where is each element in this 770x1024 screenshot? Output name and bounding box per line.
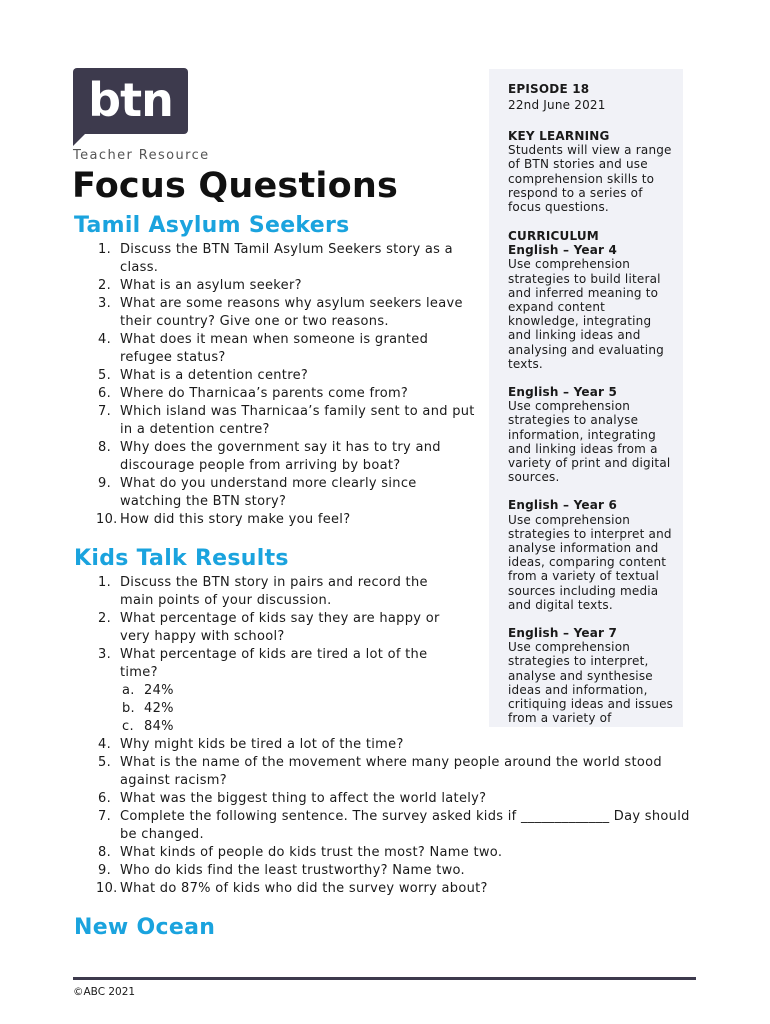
curriculum-text: Use comprehension strategies to interpret, analyse and synthesise ideas and information, critiquing ideas and issues from a variety of [508, 640, 674, 726]
section-title-tamil-asylum-seekers: Tamil Asylum Seekers [74, 213, 350, 238]
curriculum-text: Use comprehension strategies to interpret and analyse information and ideas, comparing content from a variety of textual sources including media and digital texts. [508, 512, 672, 612]
episode-sidebar [489, 69, 683, 727]
list-item: 4. Why might kids be tired a lot of the time? [98, 737, 404, 752]
footer-divider [73, 977, 696, 980]
list-item: 8. What kinds of people do kids trust the most? Name two. [98, 845, 503, 860]
option-item: b. 42% [122, 701, 174, 716]
key-learning-text: Students will view a range of BTN stories and use comprehension skills to respond to a series of focus questions. [508, 143, 672, 215]
list-item: 6. What was the biggest thing to affect the world lately? [98, 791, 487, 806]
kids-talk-questions-list-top [74, 574, 454, 736]
key-learning [508, 129, 678, 214]
list-item: 4. What does it mean when someone is granted refugee status? [98, 332, 429, 365]
episode-label: EPISODE 18 [508, 82, 590, 96]
list-item: 5. What is a detention centre? [98, 368, 309, 383]
list-item: 7. Complete the following sentence. The survey asked kids if _____________ Day should be changed. [98, 809, 690, 842]
list-item: 5. What is the name of the movement where many people around the world stood against racism? [98, 755, 662, 788]
footer-copyright: ©ABC 2021 [73, 986, 136, 998]
list-item: 8. Why does the government say it has to try and discourage people from arriving by boat? [98, 440, 441, 473]
list-item: 3. What percentage of kids are tired a lot of the time? a. 24% b. 42% c. 84% [74, 646, 454, 736]
logo-text: btn [88, 73, 173, 127]
key-learning-label: KEY LEARNING [508, 129, 610, 143]
curriculum [508, 229, 678, 726]
page-subtitle: Teacher Resource [73, 148, 210, 163]
list-item: 9. What do you understand more clearly since watching the BTN story? [98, 476, 417, 509]
option-item: c. 84% [122, 719, 174, 734]
curriculum-heading: English – Year 4 [508, 243, 618, 258]
btn-logo [73, 68, 188, 134]
curriculum-label: CURRICULUM [508, 229, 599, 243]
section-title-kids-talk-results: Kids Talk Results [74, 546, 289, 571]
list-item: 10. How did this story make you feel? [96, 512, 351, 527]
curriculum-heading: English – Year 7 [508, 626, 618, 641]
section-title-new-ocean: New Ocean [74, 915, 216, 940]
curriculum-text: Use comprehension strategies to analyse information, integrating and linking ideas from a variety of print and digital sources. [508, 399, 671, 485]
list-item: 1. Discuss the BTN story in pairs and record the main points of your discussion. [98, 575, 428, 608]
list-item: 9. Who do kids find the least trustworthy? Name two. [98, 863, 465, 878]
logo-speech-tail [73, 128, 91, 146]
list-item: 2. What is an asylum seeker? [98, 278, 302, 293]
kids-talk-questions-list-bottom [74, 736, 696, 898]
list-item: 10. What do 87% of kids who did the survey worry about? [96, 881, 488, 896]
episode-date: 22nd June 2021 [508, 98, 606, 113]
option-item: a. 24% [122, 683, 174, 698]
list-item: 1. Discuss the BTN Tamil Asylum Seekers story as a class. [98, 242, 453, 275]
curriculum-text: Use comprehension strategies to build literal and inferred meaning to expand content knowledge, integrating and linking ideas and analysing and evaluating texts. [508, 257, 664, 371]
episode-info [508, 82, 678, 112]
curriculum-heading: English – Year 6 [508, 498, 618, 513]
list-item: 7. Which island was Tharnicaa’s family sent to and put in a detention centre? [98, 404, 475, 437]
list-item: 3. What are some reasons why asylum seekers leave their country? Give one or two reasons. [98, 296, 463, 329]
tamil-questions-list [74, 241, 478, 529]
page-title: Focus Questions [72, 166, 398, 206]
list-item: 2. What percentage of kids say they are happy or very happy with school? [98, 611, 440, 644]
answer-options [120, 682, 454, 736]
list-item: 6. Where do Tharnicaa’s parents come from? [98, 386, 409, 401]
curriculum-heading: English – Year 5 [508, 385, 618, 400]
